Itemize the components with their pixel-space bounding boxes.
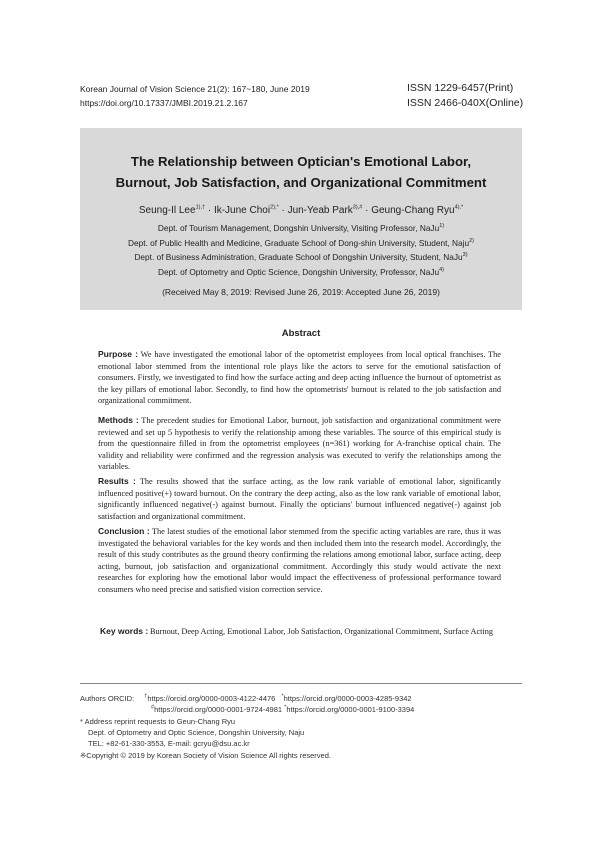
author-separator: ·: [207, 205, 212, 216]
issn-block: [407, 81, 523, 111]
affiliation-text: Dept. of Tourism Management, Dongshin University, Visiting Professor, NaJu: [157, 223, 440, 233]
abstract-results: [98, 476, 501, 522]
author-separator: ·: [365, 205, 369, 216]
affiliation: [80, 252, 522, 262]
orcid-line-2: [151, 704, 414, 715]
orcid-link[interactable]: https://orcid.org/0000-0001-9100-3394: [286, 705, 415, 714]
author-name: Jun-Yeab Park: [287, 205, 353, 216]
affiliation-text: Dept. of Optometry and Optic Science, Dongshin University, Professor, NaJu: [157, 267, 440, 277]
affiliation: [80, 223, 522, 233]
keywords-label: Key words :: [100, 626, 149, 636]
methods-text: The precedent studies for Emotional Labor, burnout, job satisfaction and organizational commitment were reviewed and set up 5 hypothesis to verify the relationship among these variables. The source of this empirical study is from the questionnaire filled in from the optometrist employees (n=361) working for A-franchise optical chain. The validity and reliability were confirmed and the regression analysis was executed to verify the relationships among the variables.: [98, 416, 501, 471]
orcid-marker: *: [284, 704, 287, 711]
author-marker: 2),*: [270, 204, 279, 211]
abstract-heading: Abstract: [281, 328, 321, 339]
affiliation: [80, 238, 522, 248]
journal-citation: Korean Journal of Vision Science 21(2): 167~180, June 2019: [80, 84, 310, 94]
affiliation: [80, 267, 522, 277]
orcid-marker: #: [151, 704, 155, 711]
purpose-text: We have investigated the emotional labor of the optometrist employees from local optical franchises. The emotional labor stemmed from the intentional role plays like the actors to serve for the emotional satisfaction of consumers. Firstly, we investigated to find how the surface acting and deep acting influence the burnout of optometrist as the key pillars of emotional labor. Secondly, to find how the optometrists' burnout is related to the job satisfaction and organizational commitment.: [98, 350, 501, 405]
author-marker: 1),†: [195, 204, 206, 211]
title-box: [80, 128, 522, 310]
results-text: The results showed that the surface acting, as the low rank variable of emotional labor, significantly influenced positive(+) toward burnout. On the contrary the deep acting, also as the low rank variable of emotional labor, significantly influenced negative(-) against burnout. Finally the opticians' burnout influenced negative(-) against job satisfaction and organizational commitment.: [98, 477, 501, 521]
author-name: Geung-Chang Ryu: [371, 205, 455, 216]
conclusion-text: The latest studies of the emotional labor stemmed from the specific acting variables are rare, thus it was investigated the behavioral variables for the key words and then included them into the research model. Accordingly, the result of this study contributes as the ground theory confirming the relations among emotional labor, surface acting, deep acting, burnout, job satisfaction and organizational commitment. Accordingly this study would activate the next researches for exploring how the emotional labor would impact the effectiveness of professional performance toward consumers who need precise and satisfied vision correction service.: [98, 527, 501, 594]
affiliation-marker: 3): [462, 252, 468, 259]
purpose-label: Purpose :: [98, 349, 138, 359]
author-list: [80, 205, 522, 216]
journal-header: [80, 82, 310, 110]
affiliation-marker: 1): [439, 223, 445, 230]
doi-link[interactable]: https://doi.org/10.17337/JMBI.2019.21.2.167: [80, 98, 248, 108]
abstract-purpose: [98, 349, 501, 407]
results-label: Results :: [98, 476, 136, 486]
orcid-line-1: [80, 693, 412, 704]
author-name: Seung-Il Lee: [138, 205, 196, 216]
copyright-notice: ※Copyright © 2019 by Korean Society of Vision Science All rights reserved.: [80, 751, 331, 760]
keywords-text: Burnout, Deep Acting, Emotional Labor, Job Satisfaction, Organizational Commitment, Surface Acting: [150, 627, 494, 636]
affiliation-marker: 4): [439, 267, 445, 274]
methods-label: Methods :: [98, 415, 139, 425]
affiliation-text: Dept. of Public Health and Medicine, Graduate School of Dong-shin University, Student, Naju: [127, 238, 470, 248]
orcid-marker: †: [144, 693, 148, 700]
author-separator: ·: [281, 205, 285, 216]
issn-online: ISSN 2466-040X(Online): [407, 97, 524, 109]
paper-title-line-2: Burnout, Job Satisfaction, and Organizational Commitment: [115, 175, 487, 190]
abstract-methods: [98, 415, 501, 473]
reprint-text: Address reprint requests to Geun-Chang Ryu: [84, 717, 236, 726]
author-marker: 4),*: [454, 204, 464, 211]
orcid-label: Authors ORCID:: [80, 694, 135, 703]
affiliation-text: Dept. of Business Administration, Graduate School of Dongshin University, Student, NaJu: [134, 252, 463, 262]
reprint-marker: *: [80, 717, 83, 726]
footnote-divider: [80, 683, 522, 684]
orcid-link[interactable]: https://orcid.org/0000-0003-4285-9342: [283, 694, 412, 703]
issn-print: ISSN 1229-6457(Print): [407, 82, 514, 94]
reprint-request: [80, 716, 235, 727]
paper-title-line-1: The Relationship between Optician's Emotional Labor,: [130, 154, 472, 169]
author-marker: 3),#: [352, 204, 363, 211]
abstract-conclusion: [98, 526, 501, 595]
orcid-marker: *: [281, 693, 284, 700]
orcid-link[interactable]: https://orcid.org/0000-0001-9724-4981: [154, 705, 283, 714]
author-name: Ik-June Choi: [213, 205, 271, 216]
affiliation-marker: 2): [469, 238, 474, 245]
reprint-contact: TEL: +82-61-330-3553, E-mail: gcryu@dsu.ac.kr: [88, 739, 250, 748]
conclusion-label: Conclusion :: [98, 526, 150, 536]
reprint-department: Dept. of Optometry and Optic Science, Dongshin University, Naju: [88, 728, 305, 737]
received-dates: (Received May 8, 2019: Revised June 26, 2019: Accepted June 26, 2019): [162, 287, 440, 297]
orcid-link[interactable]: https://orcid.org/0000-0003-4122-4476: [147, 694, 276, 703]
